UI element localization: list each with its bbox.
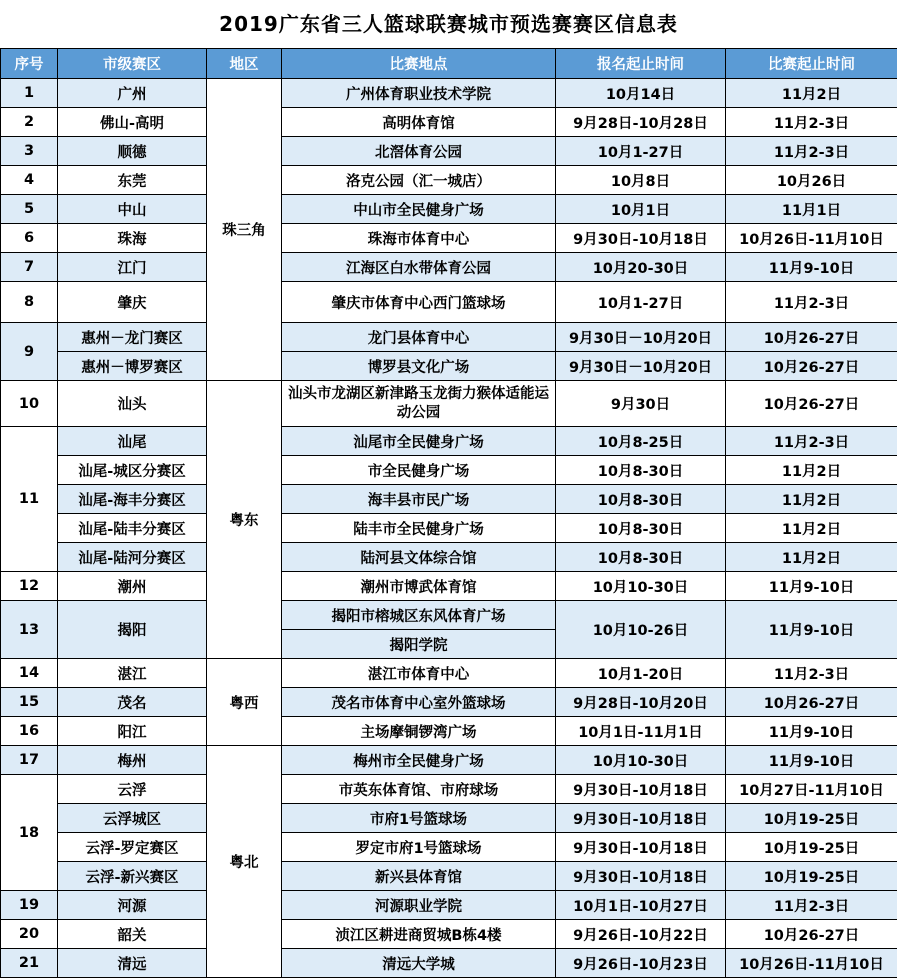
table-row [1, 746, 897, 775]
region-cell: 粤东 [207, 381, 282, 659]
table-header-row [1, 49, 897, 79]
row-zone: 河源 [58, 891, 207, 920]
row-registration: 9月28日-10月28日 [556, 108, 726, 137]
row-registration: 10月1-27日 [556, 137, 726, 166]
row-match: 11月2日 [726, 514, 897, 543]
row-registration: 10月1-20日 [556, 659, 726, 688]
header-registration: 报名起止时间 [556, 49, 726, 79]
row-match: 11月2-3日 [726, 108, 897, 137]
row-match: 10月26-27日 [726, 688, 897, 717]
table-row [1, 891, 897, 920]
row-no: 13 [1, 601, 58, 659]
page-title: 2019广东省三人篮球联赛城市预选赛赛区信息表 [0, 0, 897, 48]
row-zone: 顺德 [58, 137, 207, 166]
row-zone: 汕尾-陆河分赛区 [58, 543, 207, 572]
row-venue: 清远大学城 [282, 949, 556, 978]
row-zone: 佛山-高明 [58, 108, 207, 137]
row-no: 12 [1, 572, 58, 601]
table-row [1, 282, 897, 323]
row-zone: 汕头 [58, 381, 207, 427]
row-match: 11月2日 [726, 485, 897, 514]
header-match: 比赛起止时间 [726, 49, 897, 79]
row-no: 1 [1, 79, 58, 108]
row-registration: 9月30日－10月20日 [556, 352, 726, 381]
row-registration: 9月30日-10月18日 [556, 862, 726, 891]
row-venue: 龙门县体育中心 [282, 323, 556, 352]
row-venue: 北滘体育公园 [282, 137, 556, 166]
row-match: 10月19-25日 [726, 862, 897, 891]
table-row [1, 688, 897, 717]
row-match: 11月2日 [726, 543, 897, 572]
row-no: 14 [1, 659, 58, 688]
row-match: 11月2日 [726, 456, 897, 485]
row-zone: 汕尾-陆丰分赛区 [58, 514, 207, 543]
table-row [1, 833, 897, 862]
row-registration: 10月8-30日 [556, 485, 726, 514]
row-no: 17 [1, 746, 58, 775]
row-registration: 9月30日-10月18日 [556, 775, 726, 804]
row-no: 5 [1, 195, 58, 224]
row-zone: 潮州 [58, 572, 207, 601]
row-match: 10月19-25日 [726, 804, 897, 833]
region-cell: 粤西 [207, 659, 282, 746]
row-zone: 肇庆 [58, 282, 207, 323]
row-venue: 湛江市体育中心 [282, 659, 556, 688]
row-zone: 东莞 [58, 166, 207, 195]
row-registration: 10月1日-10月27日 [556, 891, 726, 920]
row-zone: 云浮 [58, 775, 207, 804]
row-venue: 市府1号篮球场 [282, 804, 556, 833]
row-zone: 茂名 [58, 688, 207, 717]
row-registration: 10月10-30日 [556, 746, 726, 775]
row-zone: 惠州－博罗赛区 [58, 352, 207, 381]
row-no: 6 [1, 224, 58, 253]
table-row [1, 79, 897, 108]
row-no: 8 [1, 282, 58, 323]
row-no: 20 [1, 920, 58, 949]
region-cell: 珠三角 [207, 79, 282, 381]
row-match: 11月2-3日 [726, 282, 897, 323]
row-match: 11月2-3日 [726, 427, 897, 456]
row-zone: 韶关 [58, 920, 207, 949]
row-venue: 主场摩铜锣湾广场 [282, 717, 556, 746]
row-venue: 新兴县体育馆 [282, 862, 556, 891]
row-registration: 10月8-25日 [556, 427, 726, 456]
row-venue: 浈江区耕进商贸城B栋4楼 [282, 920, 556, 949]
row-match: 10月26-27日 [726, 323, 897, 352]
row-venue: 河源职业学院 [282, 891, 556, 920]
row-no: 9 [1, 323, 58, 381]
row-venue: 珠海市体育中心 [282, 224, 556, 253]
row-no: 3 [1, 137, 58, 166]
row-zone: 云浮城区 [58, 804, 207, 833]
row-zone: 梅州 [58, 746, 207, 775]
row-no: 18 [1, 775, 58, 891]
row-registration: 9月30日-10月18日 [556, 224, 726, 253]
row-registration: 10月8日 [556, 166, 726, 195]
row-match: 11月9-10日 [726, 746, 897, 775]
row-zone: 广州 [58, 79, 207, 108]
table-row [1, 456, 897, 485]
row-venue: 揭阳学院 [282, 630, 556, 659]
row-match: 11月2-3日 [726, 137, 897, 166]
table-row [1, 862, 897, 891]
row-registration: 10月8-30日 [556, 456, 726, 485]
table-row [1, 804, 897, 833]
row-no: 16 [1, 717, 58, 746]
row-venue: 汕尾市全民健身广场 [282, 427, 556, 456]
row-registration: 9月30日-10月18日 [556, 804, 726, 833]
header-region: 地区 [207, 49, 282, 79]
row-registration: 9月30日-10月18日 [556, 833, 726, 862]
row-venue: 陆河县文体综合馆 [282, 543, 556, 572]
row-zone: 湛江 [58, 659, 207, 688]
row-zone: 珠海 [58, 224, 207, 253]
row-zone: 云浮-罗定赛区 [58, 833, 207, 862]
row-venue: 中山市全民健身广场 [282, 195, 556, 224]
row-registration: 9月26日-10月23日 [556, 949, 726, 978]
row-registration: 10月1-27日 [556, 282, 726, 323]
table-row [1, 323, 897, 352]
row-match: 10月26-27日 [726, 352, 897, 381]
row-match: 10月26日 [726, 166, 897, 195]
table-row [1, 775, 897, 804]
header-zone: 市级赛区 [58, 49, 207, 79]
row-registration: 10月8-30日 [556, 543, 726, 572]
row-registration: 9月26日-10月22日 [556, 920, 726, 949]
row-no: 21 [1, 949, 58, 978]
table-row [1, 659, 897, 688]
row-zone: 揭阳 [58, 601, 207, 659]
row-zone: 云浮-新兴赛区 [58, 862, 207, 891]
row-venue: 陆丰市全民健身广场 [282, 514, 556, 543]
row-match: 10月26日-11月10日 [726, 224, 897, 253]
row-match: 10月26日-11月10日 [726, 949, 897, 978]
row-zone: 中山 [58, 195, 207, 224]
row-no: 7 [1, 253, 58, 282]
table-row [1, 717, 897, 746]
row-match: 10月26-27日 [726, 381, 897, 427]
row-venue: 江海区白水带体育公园 [282, 253, 556, 282]
row-registration: 10月20-30日 [556, 253, 726, 282]
row-venue: 洛克公园（汇一城店） [282, 166, 556, 195]
row-match: 11月2-3日 [726, 891, 897, 920]
table-row [1, 920, 897, 949]
row-zone: 清远 [58, 949, 207, 978]
region-cell: 粤北 [207, 746, 282, 978]
row-venue: 茂名市体育中心室外篮球场 [282, 688, 556, 717]
row-zone: 汕尾-城区分赛区 [58, 456, 207, 485]
row-match: 11月1日 [726, 195, 897, 224]
table-row [1, 949, 897, 978]
row-venue: 海丰县市民广场 [282, 485, 556, 514]
row-no: 15 [1, 688, 58, 717]
header-venue: 比赛地点 [282, 49, 556, 79]
row-no: 11 [1, 427, 58, 572]
row-match: 10月26-27日 [726, 920, 897, 949]
row-venue: 市英东体育馆、市府球场 [282, 775, 556, 804]
table-row [1, 601, 897, 630]
row-match: 11月2-3日 [726, 659, 897, 688]
row-registration: 10月1日 [556, 195, 726, 224]
row-registration: 10月10-30日 [556, 572, 726, 601]
row-zone: 惠州－龙门赛区 [58, 323, 207, 352]
row-no: 10 [1, 381, 58, 427]
row-venue: 梅州市全民健身广场 [282, 746, 556, 775]
row-registration: 10月8-30日 [556, 514, 726, 543]
row-match: 11月9-10日 [726, 253, 897, 282]
row-registration: 9月30日 [556, 381, 726, 427]
row-zone: 汕尾 [58, 427, 207, 456]
row-venue: 潮州市博武体育馆 [282, 572, 556, 601]
table-row [1, 543, 897, 572]
row-registration: 9月28日-10月20日 [556, 688, 726, 717]
table-row [1, 514, 897, 543]
table-row [1, 224, 897, 253]
row-registration: 10月14日 [556, 79, 726, 108]
row-no: 4 [1, 166, 58, 195]
row-venue: 广州体育职业技术学院 [282, 79, 556, 108]
row-match: 11月9-10日 [726, 601, 897, 659]
table-row [1, 166, 897, 195]
table-row [1, 485, 897, 514]
row-zone: 汕尾-海丰分赛区 [58, 485, 207, 514]
table-row [1, 108, 897, 137]
row-registration: 10月10-26日 [556, 601, 726, 659]
table-row [1, 137, 897, 166]
row-venue: 市全民健身广场 [282, 456, 556, 485]
row-venue: 揭阳市榕城区东风体育广场 [282, 601, 556, 630]
row-venue: 高明体育馆 [282, 108, 556, 137]
row-venue: 肇庆市体育中心西门篮球场 [282, 282, 556, 323]
row-no: 19 [1, 891, 58, 920]
table-row [1, 352, 897, 381]
table-row [1, 381, 897, 427]
table-row [1, 572, 897, 601]
table-row [1, 195, 897, 224]
info-table [0, 48, 897, 978]
row-zone: 阳江 [58, 717, 207, 746]
row-venue: 博罗县文化广场 [282, 352, 556, 381]
table-row [1, 253, 897, 282]
row-match: 10月27日-11月10日 [726, 775, 897, 804]
row-venue: 汕头市龙湖区新津路玉龙街力猴体适能运动公园 [282, 381, 556, 427]
row-no: 2 [1, 108, 58, 137]
row-match: 10月19-25日 [726, 833, 897, 862]
row-match: 11月9-10日 [726, 717, 897, 746]
row-venue: 罗定市府1号篮球场 [282, 833, 556, 862]
row-match: 11月2日 [726, 79, 897, 108]
table-row [1, 427, 897, 456]
row-zone: 江门 [58, 253, 207, 282]
row-match: 11月9-10日 [726, 572, 897, 601]
row-registration: 10月1日-11月1日 [556, 717, 726, 746]
header-no: 序号 [1, 49, 58, 79]
row-registration: 9月30日－10月20日 [556, 323, 726, 352]
